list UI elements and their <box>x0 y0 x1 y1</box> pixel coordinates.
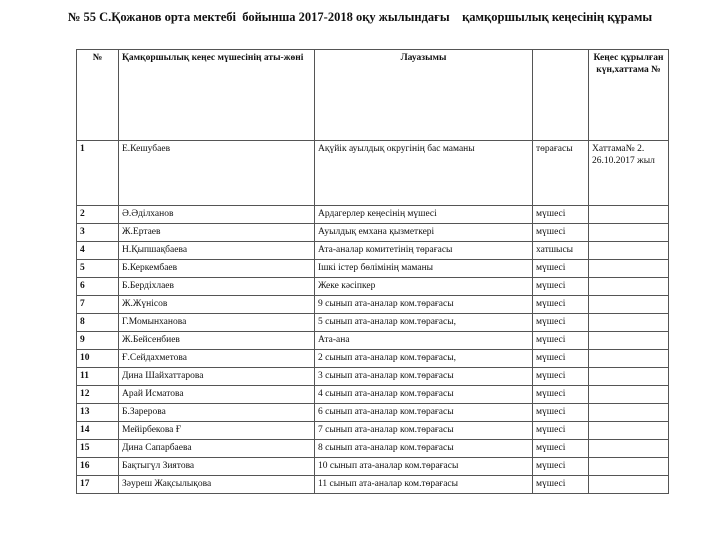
cell-protocol <box>589 332 669 350</box>
cell-protocol <box>589 458 669 476</box>
cell-role: мүшесі <box>533 440 589 458</box>
cell-position: Ақүйік ауылдық округінің бас маманы <box>315 141 533 206</box>
cell-name: Е.Кешубаев <box>119 141 315 206</box>
cell-position: 3 сынып ата-аналар ком.төрағасы <box>315 368 533 386</box>
cell-num: 8 <box>77 314 119 332</box>
cell-position: Ауылдық емхана қызметкері <box>315 224 533 242</box>
table-row <box>77 422 669 440</box>
cell-name: Зәуреш Жақсылықова <box>119 476 315 494</box>
cell-num: 13 <box>77 404 119 422</box>
cell-protocol <box>589 206 669 224</box>
table-row <box>77 224 669 242</box>
cell-name: Ә.Әділханов <box>119 206 315 224</box>
cell-position: 10 сынып ата-аналар ком.төрағасы <box>315 458 533 476</box>
table-row <box>77 314 669 332</box>
council-table <box>76 49 669 494</box>
cell-num: 10 <box>77 350 119 368</box>
cell-role: мүшесі <box>533 404 589 422</box>
table-row <box>77 440 669 458</box>
cell-num: 15 <box>77 440 119 458</box>
cell-num: 1 <box>77 141 119 206</box>
cell-position: 6 сынып ата-аналар ком.төрағасы <box>315 404 533 422</box>
cell-name: Б.Керкембаев <box>119 260 315 278</box>
cell-position: Ата-ана <box>315 332 533 350</box>
table-row <box>77 350 669 368</box>
cell-role: мүшесі <box>533 314 589 332</box>
table-header-row <box>77 50 669 141</box>
cell-protocol <box>589 368 669 386</box>
table-row <box>77 296 669 314</box>
cell-num: 4 <box>77 242 119 260</box>
cell-protocol <box>589 440 669 458</box>
cell-role: мүшесі <box>533 422 589 440</box>
cell-name: Н.Қыпшақбаева <box>119 242 315 260</box>
cell-num: 9 <box>77 332 119 350</box>
cell-protocol <box>589 296 669 314</box>
cell-role: мүшесі <box>533 350 589 368</box>
cell-num: 17 <box>77 476 119 494</box>
cell-role: мүшесі <box>533 206 589 224</box>
cell-position: Ардагерлер кеңесінің мүшесі <box>315 206 533 224</box>
cell-num: 12 <box>77 386 119 404</box>
cell-position: Ата-аналар комитетінің төрағасы <box>315 242 533 260</box>
cell-role: мүшесі <box>533 224 589 242</box>
table-body <box>77 141 669 494</box>
cell-name: Г.Момынханова <box>119 314 315 332</box>
cell-position: 7 сынып ата-аналар ком.төрағасы <box>315 422 533 440</box>
header-role <box>533 50 589 141</box>
document-title: № 55 С.Қожанов орта мектебі бойынша 2017-2018 оқу жылындағы қамқоршылық кеңесінің құрамы <box>67 10 653 24</box>
cell-position: 5 сынып ата-аналар ком.төрағасы, <box>315 314 533 332</box>
cell-position: Жеке кәсіпкер <box>315 278 533 296</box>
table-row <box>77 278 669 296</box>
cell-name: Ғ.Сейдахметова <box>119 350 315 368</box>
table-row <box>77 476 669 494</box>
cell-protocol <box>589 422 669 440</box>
cell-num: 2 <box>77 206 119 224</box>
cell-role: хатшысы <box>533 242 589 260</box>
cell-name: Ж.Бейсенбиев <box>119 332 315 350</box>
table-row <box>77 242 669 260</box>
cell-num: 5 <box>77 260 119 278</box>
cell-num: 3 <box>77 224 119 242</box>
cell-protocol <box>589 314 669 332</box>
cell-protocol <box>589 278 669 296</box>
cell-position: 4 сынып ата-аналар ком.төрағасы <box>315 386 533 404</box>
table-row <box>77 458 669 476</box>
cell-num: 14 <box>77 422 119 440</box>
header-name: Қамқоршылық кеңес мүшесінің аты-жөні <box>119 50 315 141</box>
header-position: Лауазымы <box>315 50 533 141</box>
cell-name: Ж.Ертаев <box>119 224 315 242</box>
table-row <box>77 206 669 224</box>
cell-role: мүшесі <box>533 260 589 278</box>
cell-position: 9 сынып ата-аналар ком.төрағасы <box>315 296 533 314</box>
cell-name: Б.Бердіхлаев <box>119 278 315 296</box>
cell-role: мүшесі <box>533 386 589 404</box>
table-row <box>77 332 669 350</box>
cell-position: 11 сынып ата-аналар ком.төрағасы <box>315 476 533 494</box>
cell-name: Б.Зарерова <box>119 404 315 422</box>
cell-role: мүшесі <box>533 332 589 350</box>
cell-role: мүшесі <box>533 368 589 386</box>
cell-role: мүшесі <box>533 278 589 296</box>
cell-num: 16 <box>77 458 119 476</box>
cell-num: 7 <box>77 296 119 314</box>
cell-role: мүшесі <box>533 296 589 314</box>
cell-name: Арай Исматова <box>119 386 315 404</box>
cell-protocol: Хаттама№ 2. 26.10.2017 жыл <box>589 141 669 206</box>
table-row <box>77 368 669 386</box>
cell-name: Дина Сапарбаева <box>119 440 315 458</box>
cell-role: мүшесі <box>533 476 589 494</box>
cell-protocol <box>589 404 669 422</box>
cell-position: 2 сынып ата-аналар ком.төрағасы, <box>315 350 533 368</box>
cell-name: Мейірбекова Ғ <box>119 422 315 440</box>
cell-role: мүшесі <box>533 458 589 476</box>
table-row <box>77 404 669 422</box>
table-row <box>77 141 669 206</box>
cell-protocol <box>589 350 669 368</box>
cell-protocol <box>589 476 669 494</box>
cell-protocol <box>589 260 669 278</box>
cell-name: Ж.Жүнісов <box>119 296 315 314</box>
cell-protocol <box>589 224 669 242</box>
cell-name: Бақтыгүл Зиятова <box>119 458 315 476</box>
header-num: № <box>77 50 119 141</box>
cell-num: 11 <box>77 368 119 386</box>
table-row <box>77 386 669 404</box>
cell-role: төрағасы <box>533 141 589 206</box>
cell-name: Дина Шайхаттарова <box>119 368 315 386</box>
cell-protocol <box>589 242 669 260</box>
cell-position: Ішкі істер бөлімінің маманы <box>315 260 533 278</box>
cell-position: 8 сынып ата-аналар ком.төрағасы <box>315 440 533 458</box>
cell-num: 6 <box>77 278 119 296</box>
table-row <box>77 260 669 278</box>
header-protocol: Кеңес құрылған күн,хаттама № <box>589 50 669 141</box>
cell-protocol <box>589 386 669 404</box>
